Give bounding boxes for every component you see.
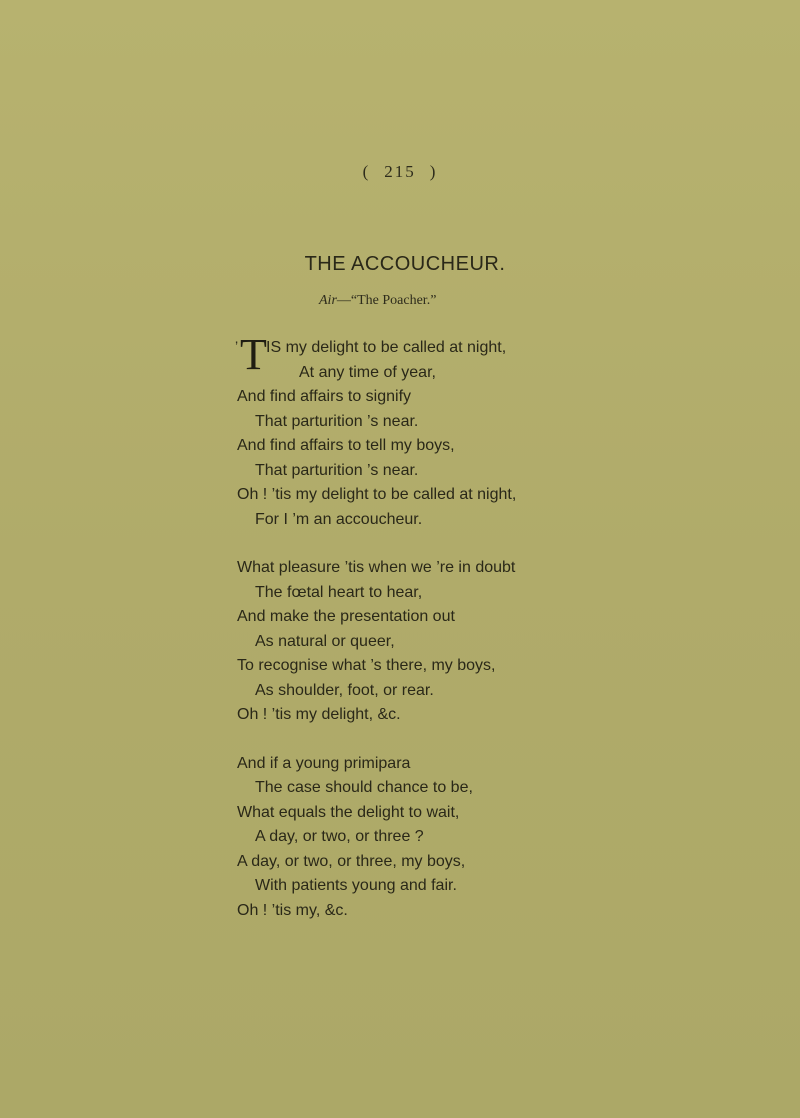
air-label: Air <box>319 293 337 308</box>
dropcap-apostrophe: ’ <box>235 338 239 354</box>
stanza-1 <box>235 330 517 532</box>
air-subtitle <box>319 293 436 309</box>
poem-title: THE ACCOUCHEUR. <box>304 253 506 275</box>
poem-line: For I ’m an accoucheur. <box>255 510 423 528</box>
dropcap-letter: T <box>240 330 267 379</box>
air-tune: “The Poacher.” <box>350 293 437 308</box>
poem-line: And find affairs to tell my boys, <box>237 437 455 454</box>
stanza-3 <box>237 752 516 924</box>
poem-line: That parturition ’s near. <box>255 461 419 479</box>
poem-body <box>235 330 517 947</box>
poem-line: With patients young and fair. <box>255 877 457 894</box>
poem-line: What pleasure ’tis when we ’re in doubt <box>237 559 516 576</box>
poem-line: And if a young primipara <box>237 754 411 772</box>
poem-line: As natural or queer, <box>255 632 395 650</box>
poem-line: Oh ! ’tis my delight to be called at night, <box>237 486 517 503</box>
stanza-2 <box>237 556 516 728</box>
poem-line: Oh ! ’tis my delight, &c. <box>237 706 401 723</box>
page-number-paren-open: ( <box>362 162 371 181</box>
poem-line: And make the presentation out <box>237 608 455 625</box>
page-number-paren-close: ) <box>429 162 438 181</box>
poem-line: A day, or two, or three ? <box>255 828 424 845</box>
poem-line: A day, or two, or three, my boys, <box>237 852 466 870</box>
poem-line: The case should chance to be, <box>255 779 473 796</box>
poem-line: The fœtal heart to hear, <box>255 583 423 601</box>
dropcap <box>235 330 267 379</box>
air-dash: — <box>336 293 351 308</box>
poem-line: Oh ! ’tis my, &c. <box>237 901 348 919</box>
page-number <box>0 162 800 182</box>
poem-line: That parturition ’s near. <box>255 412 419 430</box>
page-number-value: 215 <box>384 162 416 181</box>
poem-line: To recognise what ’s there, my boys, <box>237 657 496 674</box>
poem-line: And find affairs to signify <box>237 388 412 405</box>
poem-line: What equals the delight to wait, <box>237 803 460 821</box>
first-line-text: IS my delight to be called at night, <box>266 339 507 356</box>
poem-line: As shoulder, foot, or rear. <box>255 681 434 699</box>
poem-line: At any time of year, <box>299 363 436 381</box>
